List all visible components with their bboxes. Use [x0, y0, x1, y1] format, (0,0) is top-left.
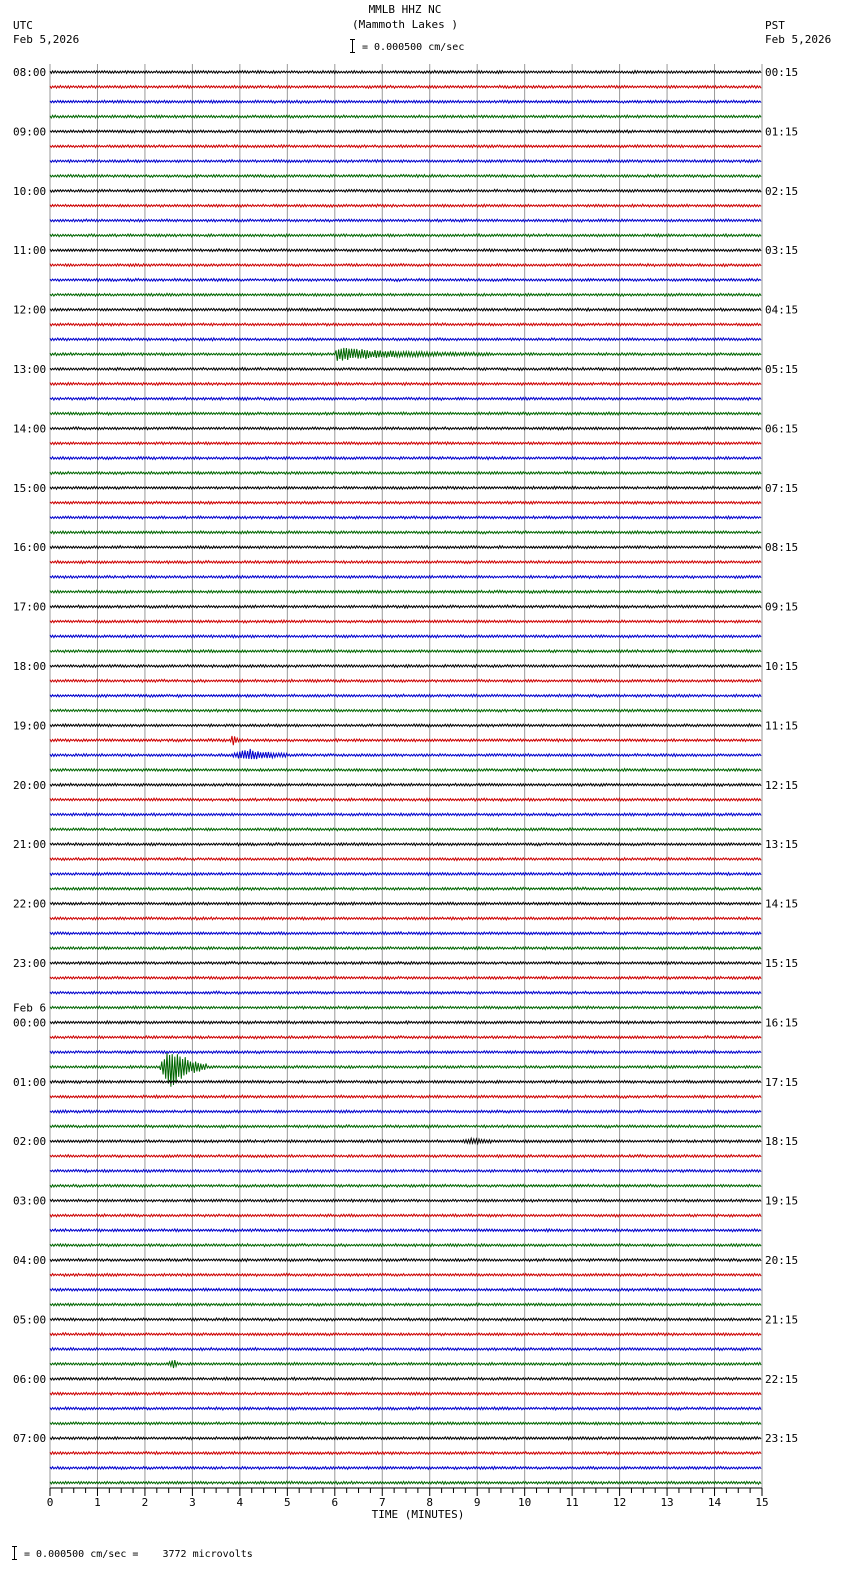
right-hour-label: 15:15	[765, 957, 799, 970]
trace-88	[50, 1377, 761, 1380]
trace-61	[50, 976, 761, 979]
trace-16	[50, 308, 761, 311]
right-hour-label: 08:15	[765, 541, 799, 555]
trace-27	[50, 472, 761, 475]
left-hour-label: 03:00	[13, 1194, 47, 1208]
trace-41	[50, 679, 761, 682]
trace-21	[50, 382, 761, 385]
left-hour-label: 20:00	[13, 778, 47, 792]
trace-76	[50, 1199, 761, 1202]
trace-70	[50, 1110, 761, 1113]
footer-scale-label: = 0.000500 cm/sec = 3772 microvolts	[24, 1549, 253, 1560]
right-hour-label: 14:15	[765, 897, 799, 911]
trace-32	[50, 546, 761, 549]
trace-24	[50, 427, 761, 430]
left-date: Feb 5,2026	[13, 33, 80, 46]
trace-95	[50, 1481, 761, 1484]
trace-79	[50, 1244, 761, 1247]
right-hour-label: 00:15	[765, 66, 799, 79]
trace-29	[50, 501, 761, 504]
x-tick-label: 13	[660, 1496, 674, 1509]
trace-28	[50, 486, 761, 489]
trace-68	[50, 1080, 761, 1083]
x-axis-label: TIME (MINUTES)	[371, 1508, 465, 1521]
left-hour-label: 00:00	[13, 1016, 47, 1030]
trace-1	[50, 85, 761, 88]
trace-92	[50, 1437, 761, 1440]
x-axis	[47, 1488, 769, 1509]
trace-10	[50, 219, 761, 222]
left-hour-label: 12:00	[13, 303, 47, 317]
trace-35	[50, 590, 761, 593]
x-tick-label: 12	[612, 1496, 627, 1509]
left-hour-label: 01:00	[13, 1075, 47, 1089]
left-hour-label: 07:00	[13, 1432, 47, 1446]
trace-94	[50, 1467, 761, 1470]
trace-49	[50, 798, 761, 801]
trace-84	[50, 1318, 761, 1321]
trace-3	[50, 115, 761, 118]
x-tick-label: 11	[565, 1496, 579, 1509]
trace-54	[50, 873, 761, 876]
trace-9	[50, 204, 761, 207]
trace-42	[50, 694, 761, 697]
trace-74	[50, 1169, 761, 1172]
right-hour-label: 16:15	[765, 1016, 799, 1030]
trace-34	[50, 576, 761, 579]
right-hour-label: 03:15	[765, 244, 799, 258]
trace-55	[50, 887, 761, 890]
left-hour-label: 02:00	[13, 1135, 47, 1149]
trace-22	[50, 397, 761, 400]
trace-81	[50, 1273, 761, 1276]
x-tick-label: 9	[473, 1496, 481, 1509]
right-hour-label: 07:15	[765, 481, 799, 495]
trace-19	[50, 348, 761, 361]
trace-48	[50, 783, 761, 786]
x-tick-label: 3	[189, 1496, 196, 1509]
right-date: Feb 5,2026	[765, 33, 832, 46]
right-hour-label: 18:15	[765, 1135, 799, 1149]
trace-57	[50, 917, 761, 920]
trace-17	[50, 323, 761, 326]
trace-26	[50, 457, 761, 460]
trace-69	[50, 1095, 761, 1098]
x-tick-label: 8	[426, 1496, 434, 1509]
left-hour-label: 06:00	[13, 1372, 47, 1386]
trace-23	[50, 412, 761, 415]
trace-13	[50, 264, 761, 267]
trace-39	[50, 650, 761, 653]
trace-30	[50, 516, 761, 519]
trace-62	[50, 991, 761, 994]
left-hour-label: 15:00	[13, 481, 47, 495]
trace-6	[50, 160, 761, 163]
left-hour-label: 21:00	[13, 838, 47, 852]
trace-40	[50, 665, 761, 668]
trace-64	[50, 1021, 761, 1024]
trace-73	[50, 1155, 761, 1158]
right-hour-label: 19:15	[765, 1194, 799, 1208]
right-hour-label: 04:15	[765, 303, 799, 317]
footer-scale-bar-icon	[14, 1546, 15, 1560]
right-hour-label: 10:15	[765, 660, 799, 673]
left-hour-label: 18:00	[13, 660, 47, 673]
right-hour-label: 01:15	[765, 125, 799, 139]
trace-66	[50, 1051, 761, 1054]
right-hour-label: 02:15	[765, 184, 799, 198]
left-hour-label: 09:00	[13, 125, 47, 139]
trace-90	[50, 1407, 761, 1410]
trace-25	[50, 442, 761, 445]
right-hour-label: 22:15	[765, 1372, 799, 1386]
trace-53	[50, 858, 761, 861]
trace-52	[50, 843, 761, 846]
trace-44	[50, 724, 761, 727]
scale-label: = 0.000500 cm/sec	[362, 42, 465, 53]
trace-2	[50, 100, 761, 103]
right-hour-label: 13:15	[765, 838, 799, 852]
trace-63	[50, 1006, 761, 1009]
right-hour-label: 20:15	[765, 1254, 799, 1267]
left-hour-label: 22:00	[13, 897, 47, 911]
trace-37	[50, 620, 761, 623]
trace-14	[50, 279, 761, 282]
trace-85	[50, 1333, 761, 1336]
trace-51	[50, 828, 761, 831]
right-timezone: PST	[765, 19, 785, 32]
left-hour-label: 11:00	[13, 244, 47, 258]
trace-72	[50, 1138, 761, 1143]
trace-59	[50, 947, 761, 950]
left-hour-label: 23:00	[13, 957, 47, 970]
right-hour-label: 06:15	[765, 422, 799, 436]
left-hour-label: 08:00	[13, 66, 47, 79]
trace-43	[50, 709, 761, 712]
trace-20	[50, 368, 761, 371]
station-title: MMLB HHZ NC	[368, 3, 442, 16]
trace-12	[50, 249, 761, 252]
left-hour-label: 10:00	[13, 184, 47, 198]
x-tick-label: 7	[378, 1496, 386, 1509]
left-hour-label: 16:00	[13, 541, 47, 555]
trace-33	[50, 561, 761, 564]
day-change-label: Feb 6	[13, 1001, 47, 1015]
trace-58	[50, 932, 761, 935]
trace-7	[50, 175, 761, 178]
trace-15	[50, 293, 761, 296]
x-tick-label: 0	[46, 1496, 54, 1509]
left-hour-label: 17:00	[13, 600, 47, 614]
right-hour-label: 12:15	[765, 778, 799, 792]
trace-91	[50, 1422, 761, 1425]
trace-75	[50, 1184, 761, 1187]
x-tick-label: 15	[755, 1496, 769, 1509]
trace-36	[50, 605, 761, 608]
trace-80	[50, 1259, 761, 1262]
left-hour-label: 13:00	[13, 363, 47, 376]
trace-4	[50, 130, 761, 133]
trace-11	[50, 234, 761, 237]
x-tick-label: 10	[518, 1496, 532, 1509]
trace-45	[50, 736, 761, 745]
trace-93	[50, 1452, 761, 1455]
trace-65	[50, 1036, 761, 1039]
right-hour-label: 23:15	[765, 1432, 799, 1446]
trace-5	[50, 145, 761, 148]
right-hour-label: 09:15	[765, 600, 799, 614]
trace-82	[50, 1288, 761, 1291]
trace-60	[50, 962, 761, 965]
x-tick-label: 14	[707, 1496, 722, 1509]
trace-87	[50, 1360, 761, 1368]
x-tick-label: 6	[331, 1496, 339, 1509]
left-hour-label: 14:00	[13, 422, 47, 436]
trace-0	[50, 71, 761, 74]
trace-83	[50, 1303, 761, 1306]
right-hour-label: 11:15	[765, 719, 799, 733]
right-hour-label: 17:15	[765, 1075, 799, 1089]
right-hour-label: 21:15	[765, 1313, 799, 1327]
trace-46	[50, 749, 761, 759]
x-tick-label: 2	[141, 1496, 149, 1509]
left-timezone: UTC	[13, 19, 33, 32]
trace-47	[50, 769, 761, 772]
seismic-traces	[50, 71, 761, 1485]
trace-78	[50, 1229, 761, 1232]
trace-71	[50, 1125, 761, 1128]
right-hour-label: 05:15	[765, 363, 799, 376]
trace-18	[50, 338, 761, 341]
x-tick-label: 4	[236, 1496, 244, 1509]
trace-50	[50, 813, 761, 816]
location-subtitle: (Mammoth Lakes )	[352, 18, 458, 31]
trace-56	[50, 902, 761, 905]
left-hour-label: 04:00	[13, 1254, 47, 1267]
left-hour-label: 19:00	[13, 719, 47, 733]
trace-31	[50, 531, 761, 534]
x-tick-label: 5	[284, 1496, 291, 1509]
x-tick-label: 1	[94, 1496, 101, 1509]
trace-8	[50, 189, 761, 192]
left-hour-label: 05:00	[13, 1313, 47, 1327]
trace-38	[50, 635, 761, 638]
trace-89	[50, 1392, 761, 1395]
trace-77	[50, 1214, 761, 1217]
trace-86	[50, 1348, 761, 1351]
